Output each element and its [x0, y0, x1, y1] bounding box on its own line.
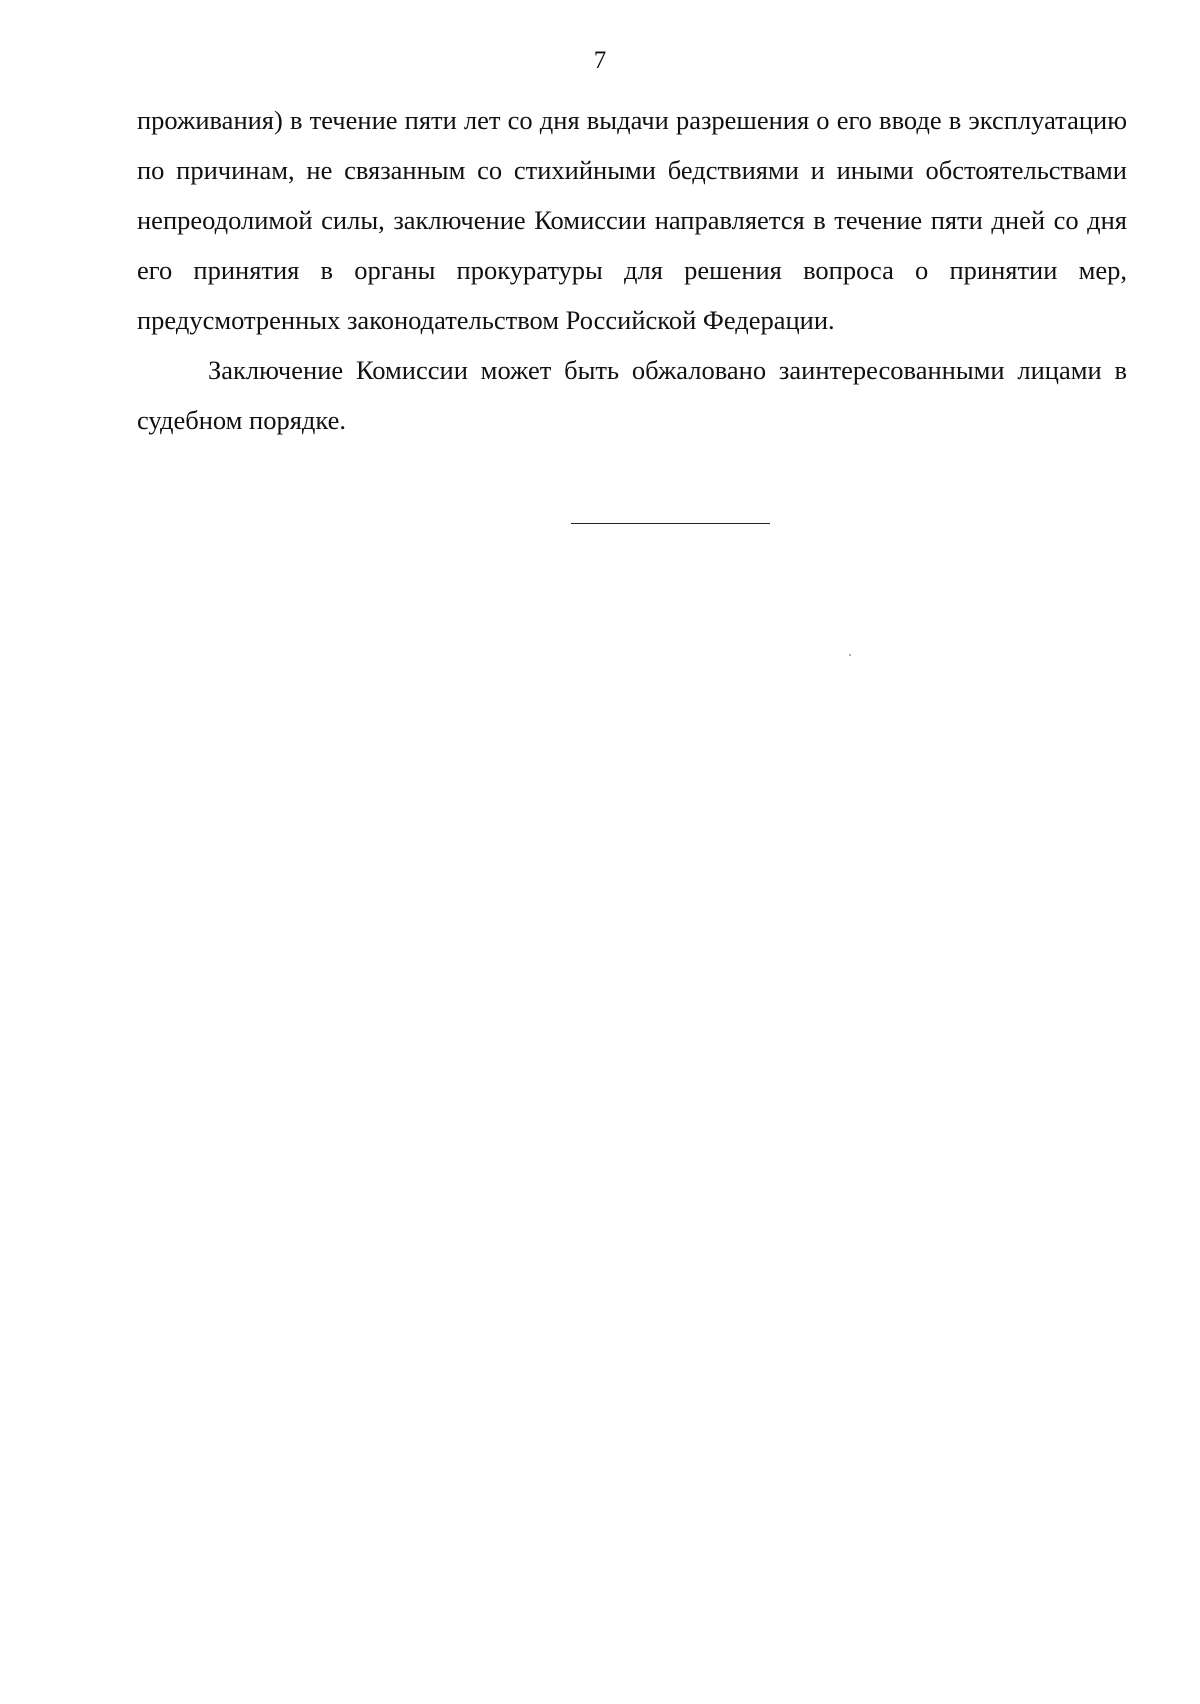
scan-speck [849, 654, 851, 656]
paragraph-appeal: Заключение Комиссии может быть обжаловано заинтересованными лицами в судебном порядке. [137, 355, 1127, 435]
end-of-document-rule [571, 523, 770, 524]
page-number: 7 [593, 47, 607, 74]
paragraph-continuation: проживания) в течение пяти лет со дня выдачи разрешения о его вводе в эксплуатацию по причинам, не связанным со стихийными бедствиями и иными обстоятельствами непреодолимой силы, заключение Комиссии направляется в течение пяти дней со дня его принятия в органы прокуратуры для решения вопроса о принятии мер, предусмотренных законодательством Российской Федерации. [137, 105, 1127, 335]
document-body [137, 95, 1127, 445]
